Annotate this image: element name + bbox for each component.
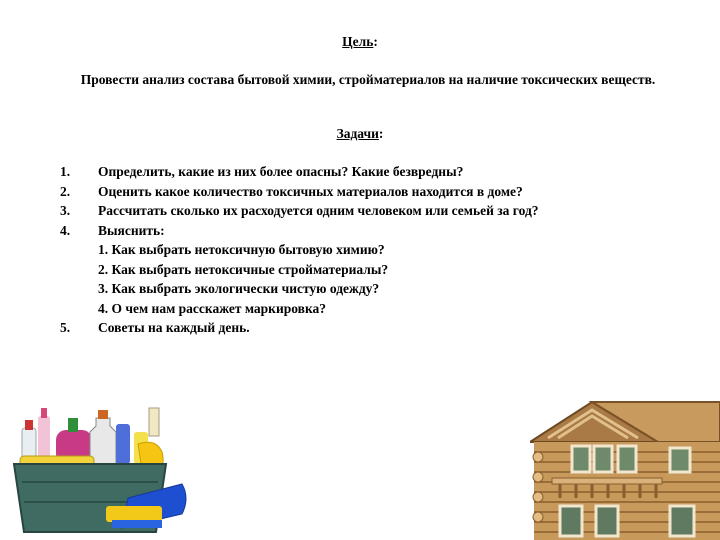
- tasks-colon: :: [378, 126, 384, 141]
- tasks-list: [60, 162, 680, 338]
- task-subitem: 3. Как выбрать экологически чистую одежду?: [98, 281, 380, 296]
- task-text: Оценить какое количество токсичных материалов находится в доме?: [98, 183, 523, 199]
- goal-heading: [0, 34, 720, 50]
- task-item: [60, 221, 680, 319]
- task-subitem: 4. О чем нам расскажет маркировка?: [98, 300, 327, 316]
- task-subitem: 2. Как выбрать нетоксичные стройматериалы?: [98, 261, 389, 277]
- task-number: 2.: [60, 183, 71, 199]
- goal-label: Цель: [342, 34, 374, 49]
- task-text: Советы на каждый день.: [98, 320, 250, 335]
- task-item: [60, 318, 680, 338]
- task-number: 3.: [60, 203, 71, 218]
- tasks-label: Задачи: [336, 126, 379, 141]
- tasks-heading: [0, 126, 720, 142]
- task-item: [60, 182, 680, 202]
- task-number: 5.: [60, 320, 71, 335]
- task-item: [60, 162, 680, 182]
- task-item: [60, 201, 680, 221]
- task-text: Выяснить:: [98, 222, 165, 238]
- task-subitem: 1. Как выбрать нетоксичную бытовую химию?: [98, 242, 385, 257]
- goal-text: Провести анализ состава бытовой химии, стройматериалов на наличие токсических веществ.: [80, 72, 656, 87]
- task-text: Рассчитать сколько их расходуется одним человеком или семьей за год?: [98, 203, 539, 218]
- cleaning-supplies-basket-icon: [8, 398, 198, 538]
- task-number: 1.: [60, 164, 71, 179]
- task-text: Определить, какие из них более опасны? Какие безвредны?: [98, 164, 464, 179]
- log-house-icon: [530, 398, 720, 540]
- goal-colon: :: [373, 34, 378, 49]
- task-number: 4.: [60, 222, 71, 238]
